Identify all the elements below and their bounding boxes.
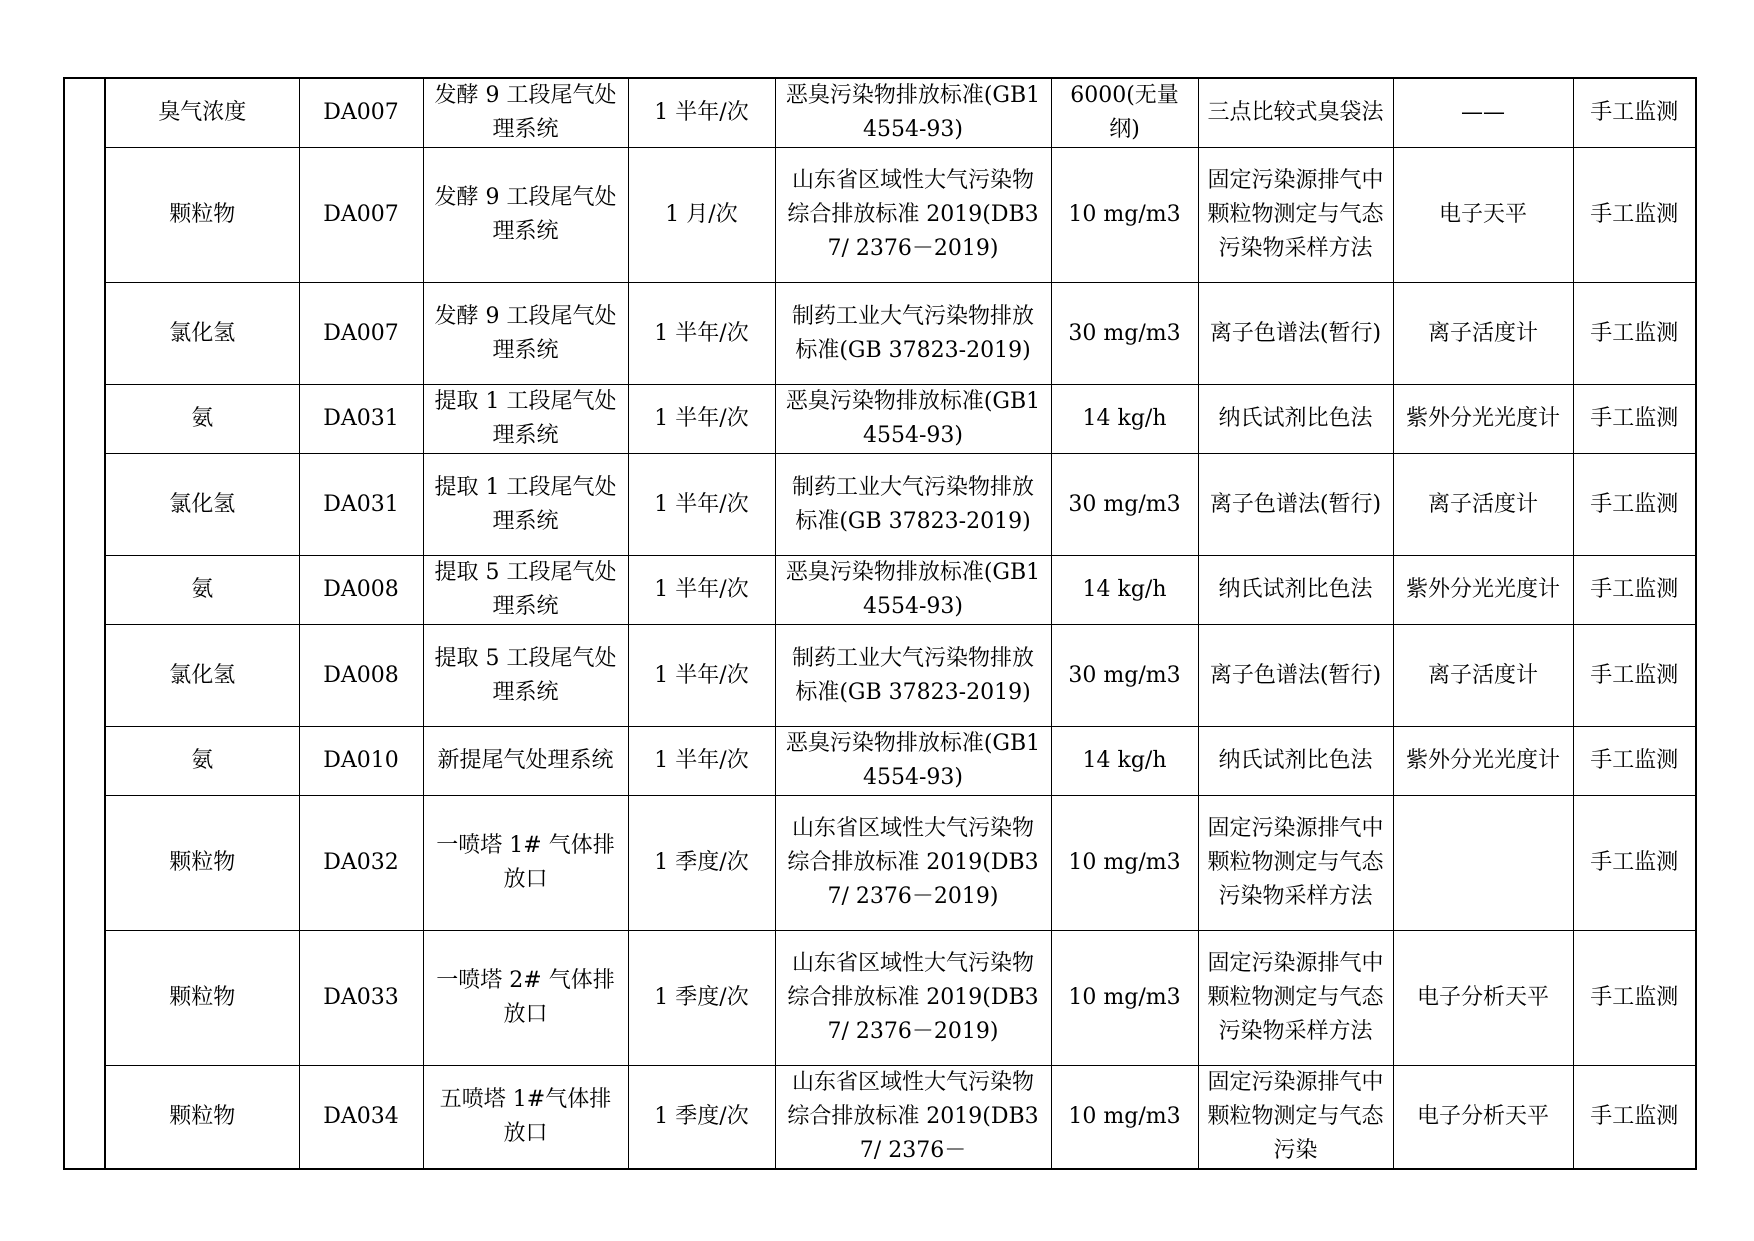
mode-cell: 手工监测: [1573, 1066, 1696, 1170]
pollutant-cell: 氯化氢: [105, 454, 299, 556]
mode-cell: 手工监测: [1573, 454, 1696, 556]
system-cell: 一喷塔 2# 气体排放口: [423, 931, 628, 1066]
instrument-cell: 电子分析天平: [1393, 1066, 1573, 1170]
frequency-cell: 1 季度/次: [628, 1066, 775, 1170]
table-row: [64, 556, 1696, 625]
method-cell: 固定污染源排气中颗粒物测定与气态污染物采样方法: [1198, 148, 1393, 283]
outlet-cell: DA008: [299, 556, 423, 625]
frequency-cell: 1 半年/次: [628, 625, 775, 727]
instrument-cell: [1393, 796, 1573, 931]
standard-cell: 山东省区域性大气污染物综合排放标准 2019(DB37/ 2376－2019): [775, 931, 1051, 1066]
instrument-cell: ——: [1393, 78, 1573, 148]
limit-cell: 10 mg/m3: [1051, 796, 1198, 931]
table-row: [64, 385, 1696, 454]
mode-cell: 手工监测: [1573, 148, 1696, 283]
limit-cell: 30 mg/m3: [1051, 454, 1198, 556]
limit-cell: 30 mg/m3: [1051, 625, 1198, 727]
mode-cell: 手工监测: [1573, 931, 1696, 1066]
frequency-cell: 1 半年/次: [628, 283, 775, 385]
table-row: [64, 148, 1696, 283]
standard-cell: 恶臭污染物排放标准(GB14554-93): [775, 556, 1051, 625]
limit-cell: 6000(无量纲): [1051, 78, 1198, 148]
limit-cell: 14 kg/h: [1051, 727, 1198, 796]
standard-cell: 恶臭污染物排放标准(GB14554-93): [775, 385, 1051, 454]
mode-cell: 手工监测: [1573, 385, 1696, 454]
instrument-cell: 离子活度计: [1393, 283, 1573, 385]
pollutant-cell: 氨: [105, 385, 299, 454]
table-body: [64, 78, 1696, 1169]
pollutant-cell: 臭气浓度: [105, 78, 299, 148]
instrument-cell: 电子天平: [1393, 148, 1573, 283]
mode-cell: 手工监测: [1573, 78, 1696, 148]
method-cell: 三点比较式臭袋法: [1198, 78, 1393, 148]
mode-cell: 手工监测: [1573, 625, 1696, 727]
instrument-cell: 电子分析天平: [1393, 931, 1573, 1066]
system-cell: 提取 1 工段尾气处理系统: [423, 454, 628, 556]
frequency-cell: 1 半年/次: [628, 556, 775, 625]
system-cell: 发酵 9 工段尾气处理系统: [423, 148, 628, 283]
table-row: [64, 283, 1696, 385]
table-row: [64, 78, 1696, 148]
method-cell: 固定污染源排气中颗粒物测定与气态污染物采样方法: [1198, 931, 1393, 1066]
method-cell: 离子色谱法(暂行): [1198, 625, 1393, 727]
outlet-cell: DA031: [299, 385, 423, 454]
frequency-cell: 1 半年/次: [628, 385, 775, 454]
pollutant-cell: 氯化氢: [105, 283, 299, 385]
mode-cell: 手工监测: [1573, 727, 1696, 796]
outlet-cell: DA032: [299, 796, 423, 931]
outlet-cell: DA008: [299, 625, 423, 727]
outlet-cell: DA007: [299, 283, 423, 385]
standard-cell: 山东省区域性大气污染物综合排放标准 2019(DB37/ 2376－2019): [775, 148, 1051, 283]
mode-cell: 手工监测: [1573, 796, 1696, 931]
system-cell: 一喷塔 1# 气体排放口: [423, 796, 628, 931]
method-cell: 离子色谱法(暂行): [1198, 283, 1393, 385]
instrument-cell: 离子活度计: [1393, 454, 1573, 556]
system-cell: 五喷塔 1#气体排放口: [423, 1066, 628, 1170]
instrument-cell: 紫外分光光度计: [1393, 727, 1573, 796]
outlet-cell: DA031: [299, 454, 423, 556]
standard-cell: 制药工业大气污染物排放标准(GB 37823-2019): [775, 454, 1051, 556]
standard-cell: 山东省区域性大气污染物综合排放标准 2019(DB37/ 2376－: [775, 1066, 1051, 1170]
pollutant-cell: 颗粒物: [105, 1066, 299, 1170]
standard-cell: 山东省区域性大气污染物综合排放标准 2019(DB37/ 2376－2019): [775, 796, 1051, 931]
system-cell: 提取 5 工段尾气处理系统: [423, 625, 628, 727]
system-cell: 提取 1 工段尾气处理系统: [423, 385, 628, 454]
standard-cell: 制药工业大气污染物排放标准(GB 37823-2019): [775, 625, 1051, 727]
instrument-cell: 紫外分光光度计: [1393, 385, 1573, 454]
table-row: [64, 727, 1696, 796]
pollutant-cell: 氨: [105, 727, 299, 796]
method-cell: 纳氏试剂比色法: [1198, 727, 1393, 796]
limit-cell: 30 mg/m3: [1051, 283, 1198, 385]
standard-cell: 制药工业大气污染物排放标准(GB 37823-2019): [775, 283, 1051, 385]
mode-cell: 手工监测: [1573, 283, 1696, 385]
table-row: [64, 1066, 1696, 1170]
frequency-cell: 1 半年/次: [628, 727, 775, 796]
pollutant-cell: 颗粒物: [105, 931, 299, 1066]
frequency-cell: 1 季度/次: [628, 931, 775, 1066]
method-cell: 固定污染源排气中颗粒物测定与气态污染: [1198, 1066, 1393, 1170]
standard-cell: 恶臭污染物排放标准(GB14554-93): [775, 727, 1051, 796]
table-row: [64, 454, 1696, 556]
system-cell: 发酵 9 工段尾气处理系统: [423, 283, 628, 385]
standard-cell: 恶臭污染物排放标准(GB14554-93): [775, 78, 1051, 148]
instrument-cell: 紫外分光光度计: [1393, 556, 1573, 625]
limit-cell: 10 mg/m3: [1051, 1066, 1198, 1170]
method-cell: 纳氏试剂比色法: [1198, 385, 1393, 454]
limit-cell: 10 mg/m3: [1051, 148, 1198, 283]
frequency-cell: 1 月/次: [628, 148, 775, 283]
outlet-cell: DA007: [299, 148, 423, 283]
system-cell: 提取 5 工段尾气处理系统: [423, 556, 628, 625]
pollutant-cell: 氨: [105, 556, 299, 625]
limit-cell: 14 kg/h: [1051, 556, 1198, 625]
outlet-cell: DA033: [299, 931, 423, 1066]
frequency-cell: 1 半年/次: [628, 454, 775, 556]
pollutant-cell: 氯化氢: [105, 625, 299, 727]
table-row: [64, 796, 1696, 931]
pollutant-cell: 颗粒物: [105, 796, 299, 931]
monitoring-table: [63, 77, 1697, 1170]
method-cell: 离子色谱法(暂行): [1198, 454, 1393, 556]
outlet-cell: DA010: [299, 727, 423, 796]
table-row: [64, 625, 1696, 727]
frequency-cell: 1 季度/次: [628, 796, 775, 931]
system-cell: 发酵 9 工段尾气处理系统: [423, 78, 628, 148]
pollutant-cell: 颗粒物: [105, 148, 299, 283]
system-cell: 新提尾气处理系统: [423, 727, 628, 796]
limit-cell: 10 mg/m3: [1051, 931, 1198, 1066]
frequency-cell: 1 半年/次: [628, 78, 775, 148]
outlet-cell: DA007: [299, 78, 423, 148]
table-row: [64, 931, 1696, 1066]
limit-cell: 14 kg/h: [1051, 385, 1198, 454]
method-cell: 纳氏试剂比色法: [1198, 556, 1393, 625]
mode-cell: 手工监测: [1573, 556, 1696, 625]
method-cell: 固定污染源排气中颗粒物测定与气态污染物采样方法: [1198, 796, 1393, 931]
outlet-cell: DA034: [299, 1066, 423, 1170]
instrument-cell: 离子活度计: [1393, 625, 1573, 727]
merged-left-cell: [64, 78, 105, 1169]
